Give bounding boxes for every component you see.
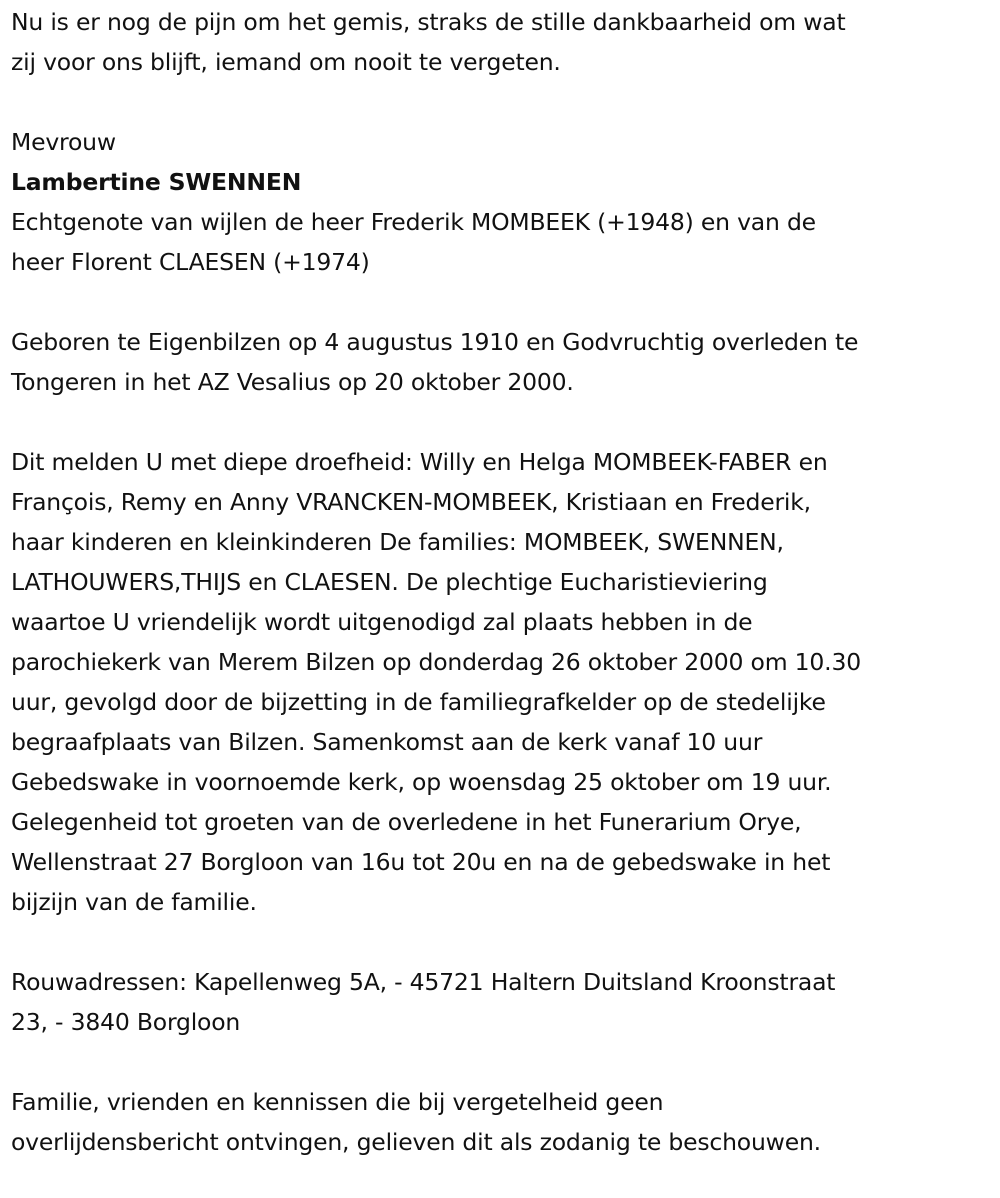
announcement-line: begraafplaats van Bilzen. Samenkomst aan de kerk vanaf 10 uur [11, 728, 763, 756]
announcement-line: haar kinderen en kleinkinderen De families: MOMBEEK, SWENNEN, [11, 528, 784, 556]
birth-death-paragraph [11, 322, 985, 402]
spacer [11, 282, 985, 322]
announcement-line: François, Remy en Anny VRANCKEN-MOMBEEK, Kristiaan en Frederik, [11, 488, 811, 516]
addresses-paragraph [11, 962, 985, 1042]
intro-line: Nu is er nog de pijn om het gemis, straks de stille dankbaarheid om wat [11, 8, 846, 36]
intro-line: zij voor ons blijft, iemand om nooit te vergeten. [11, 48, 561, 76]
salutation-text: Mevrouw [11, 128, 116, 156]
closing-line: overlijdensbericht ontvingen, gelieven dit als zodanig te beschouwen. [11, 1128, 821, 1156]
birth-death-line: Geboren te Eigenbilzen op 4 augustus 1910 en Godvruchtig overleden te [11, 328, 859, 356]
closing-line: Familie, vrienden en kennissen die bij vergetelheid geen [11, 1088, 664, 1116]
spouse-line: Echtgenote van wijlen de heer Frederik MOMBEEK (+1948) en van de [11, 208, 816, 236]
announcement-line: waartoe U vriendelijk wordt uitgenodigd zal plaats hebben in de [11, 608, 753, 636]
announcement-line: Wellenstraat 27 Borgloon van 16u tot 20u en na de gebedswake in het [11, 848, 831, 876]
spacer [11, 402, 985, 442]
deceased-name-text: Lambertine SWENNEN [11, 168, 302, 196]
announcement-line: parochiekerk van Merem Bilzen op donderdag 26 oktober 2000 om 10.30 [11, 648, 861, 676]
announcement-paragraph [11, 442, 985, 922]
spacer [11, 82, 985, 122]
spouse-line: heer Florent CLAESEN (+1974) [11, 248, 370, 276]
announcement-line: Gebedswake in voornoemde kerk, op woensdag 25 oktober om 19 uur. [11, 768, 832, 796]
announcement-line: uur, gevolgd door de bijzetting in de familiegrafkelder op de stedelijke [11, 688, 826, 716]
salutation [11, 122, 985, 162]
addresses-line: 23, - 3840 Borgloon [11, 1008, 241, 1036]
spacer [11, 922, 985, 962]
announcement-line: Dit melden U met diepe droefheid: Willy en Helga MOMBEEK-FABER en [11, 448, 828, 476]
spouse-paragraph [11, 202, 985, 282]
spacer [11, 1042, 985, 1082]
addresses-line: Rouwadressen: Kapellenweg 5A, - 45721 Haltern Duitsland Kroonstraat [11, 968, 836, 996]
announcement-line: bijzijn van de familie. [11, 888, 257, 916]
announcement-line: LATHOUWERS,THIJS en CLAESEN. De plechtige Eucharistieviering [11, 568, 768, 596]
closing-paragraph [11, 1082, 985, 1162]
intro-paragraph [11, 2, 985, 82]
deceased-name [11, 162, 985, 202]
birth-death-line: Tongeren in het AZ Vesalius op 20 oktober 2000. [11, 368, 574, 396]
announcement-line: Gelegenheid tot groeten van de overledene in het Funerarium Orye, [11, 808, 802, 836]
